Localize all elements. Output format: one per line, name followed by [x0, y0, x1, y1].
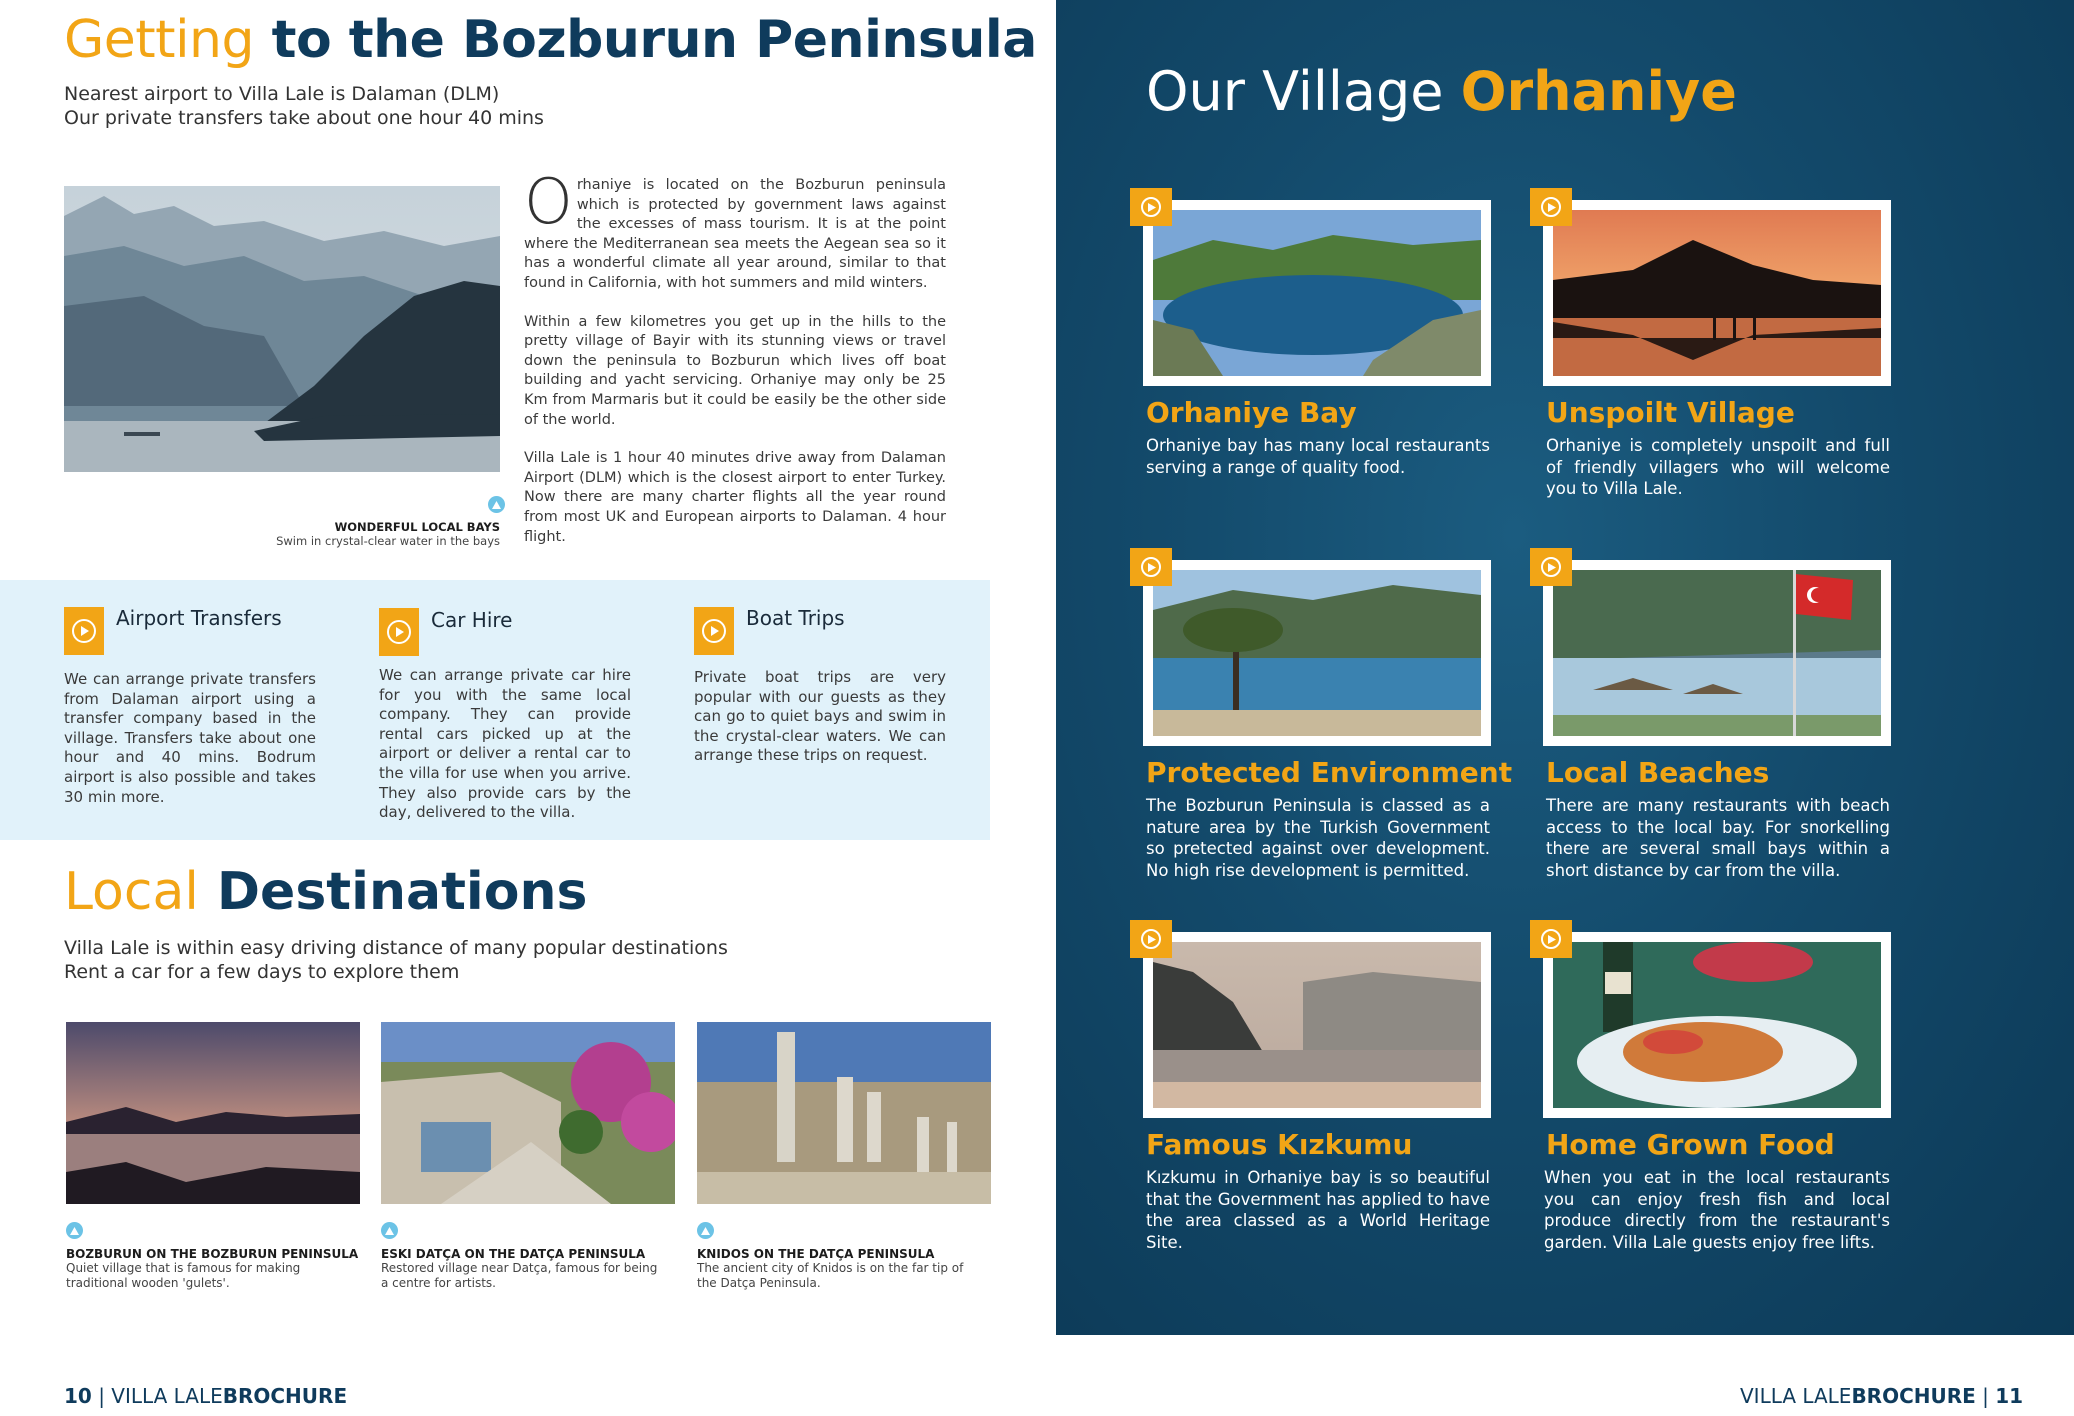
- footer-left: 10 | VILLA LALEBROCHURE: [64, 1384, 348, 1408]
- footer-brand-light: VILLA LALE: [1740, 1384, 1852, 1408]
- card-text: When you eat in the local restaurants you can enjoy fresh fish and local produce directly from the restaurant's garden. Villa Lale guests enjoy free lifts.: [1544, 1168, 1890, 1252]
- up-arrow-icon: [66, 1222, 83, 1239]
- play-icon: [1530, 188, 1572, 226]
- card-text: Orhaniye bay has many local restaurants serving a range of quality food.: [1146, 436, 1490, 477]
- title-word-1: Getting: [64, 10, 254, 70]
- card-local-beaches-photo: [1543, 560, 1891, 746]
- destinations-title-rest: Destinations: [216, 862, 588, 922]
- title-rest: to the Bozburun Peninsula: [271, 10, 1037, 70]
- footer-right: VILLA LALEBROCHURE | 11: [1740, 1384, 2024, 1408]
- footer-brand-bold: BROCHURE: [1851, 1384, 1976, 1408]
- play-icon: [379, 608, 419, 656]
- card-home-grown-food-photo: [1543, 932, 1891, 1118]
- card-title: Home Grown Food: [1546, 1128, 1835, 1161]
- card-text: Kızkumu in Orhaniye bay is so beautiful that the Government has applied to have the area classed as a World Heritage Site.: [1146, 1168, 1490, 1252]
- page-subtitle: [64, 82, 544, 130]
- destinations-subtitle: [64, 936, 728, 984]
- intro-paragraph: [524, 165, 946, 294]
- card-famous-kizkumu-photo: [1143, 932, 1491, 1118]
- bay-photo: [64, 186, 500, 472]
- service-title: Boat Trips: [746, 606, 845, 630]
- service-text: Private boat trips are very popular with our guests as they can go to quiet bays and swim in the crystal-clear waters. We can arrange these trips on request.: [694, 668, 946, 765]
- destination-caption-title: ESKI DATÇA ON THE DATÇA PENINSULA: [381, 1247, 646, 1261]
- play-icon: [64, 607, 104, 655]
- play-icon: [1530, 920, 1572, 958]
- card-title: Protected Environment: [1146, 756, 1513, 789]
- up-arrow-icon: [488, 496, 505, 513]
- card-title: Unspoilt Village: [1546, 396, 1795, 429]
- service-title: Car Hire: [431, 608, 513, 632]
- subtitle-line: Our private transfers take about one hour 40 mins: [64, 107, 544, 129]
- footer-brand-bold: BROCHURE: [222, 1384, 348, 1408]
- page-number: 11: [1995, 1384, 2024, 1408]
- play-icon: [1530, 548, 1572, 586]
- card-title: Local Beaches: [1546, 756, 1770, 789]
- card-unspoilt-village-photo: [1543, 200, 1891, 386]
- card-orhaniye-bay-photo: [1143, 200, 1491, 386]
- card-protected-environment-photo: [1143, 560, 1491, 746]
- destination-caption-sub: The ancient city of Knidos is on the far tip of the Datça Peninsula.: [697, 1261, 964, 1290]
- intro-paragraph-3: Villa Lale is 1 hour 40 minutes drive away from Dalaman Airport (DLM) which is the closest airport to enter Turkey. Now there are many charter flights all the year round from most UK and European airports to Dalaman. 4 hour flight.: [524, 450, 946, 545]
- play-icon: [1130, 548, 1172, 586]
- up-arrow-icon: [381, 1222, 398, 1239]
- destination-caption: [697, 1222, 981, 1291]
- intro-paragraph-1: rhaniye is located on the Bozburun peninsula which is protected by government laws against the excesses of mass tourism. It is at the point where the Mediterranean sea meets the Aegean sea so it has a wonderful climate all year around, similar to that found in California, with hot summers and mild winters.: [524, 177, 946, 291]
- play-icon: [1130, 188, 1172, 226]
- photo-caption-sub: Swim in crystal-clear water in the bays: [276, 534, 500, 548]
- destination-photo-eski-datca: [381, 1022, 675, 1204]
- intro-text: [524, 165, 946, 566]
- service-text: We can arrange private car hire for you with the same local company. They can provide rental cars picked up at the airport or deliver a rental car to the villa for use when you arrive. They also provide cars by the day, delivered to the villa.: [379, 666, 631, 822]
- destinations-title: [64, 862, 587, 922]
- bay-photo-image: [64, 186, 500, 472]
- village-title-rest: Orhaniye: [1460, 60, 1737, 123]
- up-arrow-icon: [697, 1222, 714, 1239]
- intro-paragraph-2: Within a few kilometres you get up in the hills to the pretty village of Bayir with its stunning views or travel down the peninsula to Bozburun which lives off boat building and yacht servicing. Orhaniye may only be 25 Km from Marmaris but it could be easily be the other side of the world.: [524, 313, 946, 428]
- photo-caption-title: WONDERFUL LOCAL BAYS: [334, 520, 500, 534]
- subtitle-line: Nearest airport to Villa Lale is Dalaman (DLM): [64, 83, 500, 105]
- page-number: 10: [64, 1384, 92, 1408]
- village-title: [1146, 60, 1737, 123]
- card-text: The Bozburun Peninsula is classed as a nature area by the Turkish Government so pretected against over development. No high rise development is permitted.: [1146, 796, 1490, 880]
- service-title: Airport Transfers: [116, 606, 282, 630]
- play-icon: [694, 607, 734, 655]
- page-title: [64, 10, 1037, 70]
- destination-photo-bozburun: [66, 1022, 360, 1204]
- destination-photo-knidos: [697, 1022, 991, 1204]
- card-title: Orhaniye Bay: [1146, 396, 1357, 429]
- destinations-title-word-1: Local: [64, 862, 199, 922]
- destinations-subtitle-line: Rent a car for a few days to explore them: [64, 961, 460, 983]
- destinations-subtitle-line: Villa Lale is within easy driving distance of many popular destinations: [64, 937, 728, 959]
- dropcap: O: [524, 165, 573, 238]
- service-text: We can arrange private transfers from Dalaman airport using a transfer company based in the village. Transfers take about one hour and 40 mins. Bodrum airport is also possible and takes 30 min more.: [64, 670, 316, 806]
- destination-caption: [381, 1222, 665, 1291]
- card-title: Famous Kızkumu: [1146, 1128, 1413, 1161]
- play-icon: [1130, 920, 1172, 958]
- photo-caption: [200, 520, 500, 548]
- destination-caption-sub: Restored village near Datça, famous for being a centre for artists.: [381, 1261, 658, 1290]
- destination-caption-sub: Quiet village that is famous for making traditional wooden 'gulets'.: [66, 1261, 301, 1290]
- destination-caption: [66, 1222, 360, 1291]
- village-title-word-1: Our Village: [1146, 60, 1444, 123]
- card-text: Orhaniye is completely unspoilt and full of friendly villagers who will welcome you to Villa Lale.: [1546, 436, 1890, 498]
- destination-caption-title: KNIDOS ON THE DATÇA PENINSULA: [697, 1247, 935, 1261]
- card-text: There are many restaurants with beach access to the local bay. For snorkelling there are several small bays within a short distance by car from the villa.: [1546, 796, 1890, 880]
- destination-caption-title: BOZBURUN ON THE BOZBURUN PENINSULA: [66, 1247, 359, 1261]
- footer-brand-light: VILLA LALE: [111, 1384, 223, 1408]
